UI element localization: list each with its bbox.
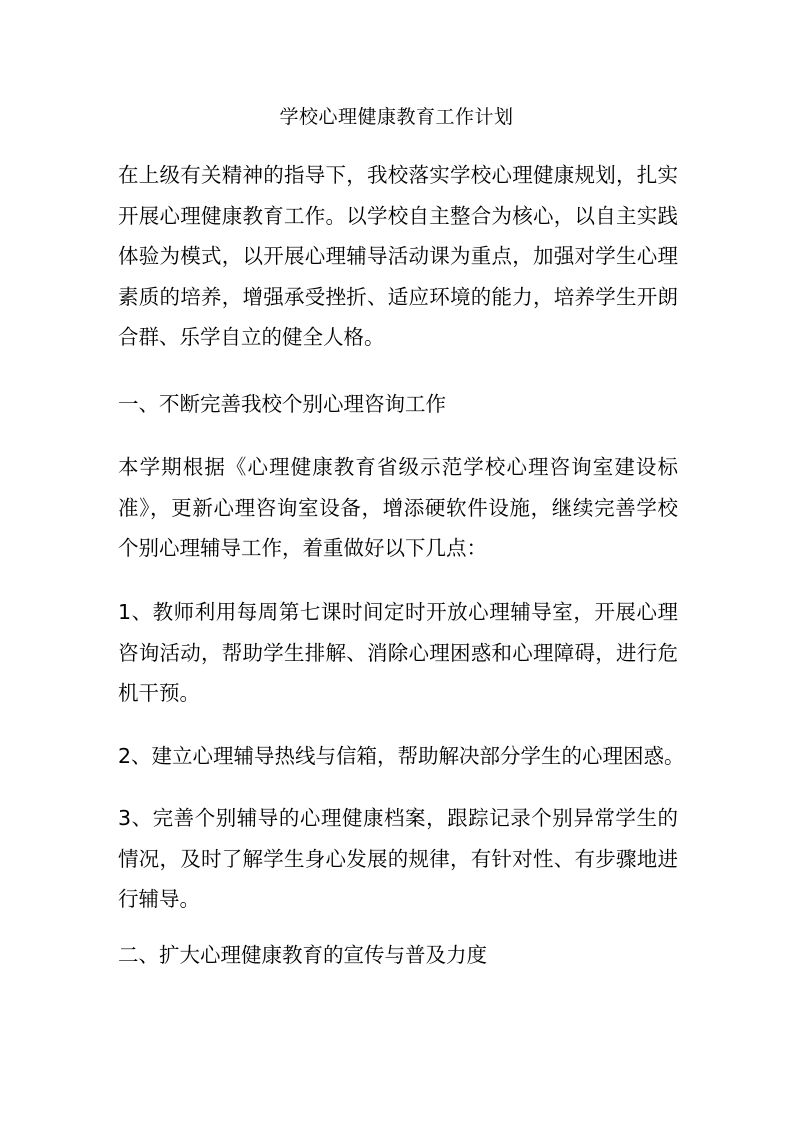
document-title: 学校心理健康教育工作计划	[279, 106, 514, 128]
text-line: 开展心理健康教育工作。以学校自主整合为核心，以自主实践	[118, 203, 678, 228]
text-line: 情况，及时了解学生身心发展的规律，有针对性、有步骤地进	[118, 846, 678, 871]
text-line: 在上级有关精神的指导下，我校落实学校心理健康规划，扎实	[118, 163, 678, 187]
text-line: 2、建立心理辅导热线与信箱，帮助解决部分学生的心理困惑。	[118, 744, 685, 768]
section-2-heading: 二、扩大心理健康教育的宣传与普及力度	[118, 943, 487, 967]
text-line: 合群、乐学自立的健全人格。	[118, 325, 385, 349]
list-item-1	[118, 592, 678, 714]
section-1-intro-paragraph	[118, 447, 678, 569]
text-line: 个别心理辅导工作，着重做好以下几点：	[118, 536, 487, 560]
section-1-heading: 一、不断完善我校个别心理咨询工作	[118, 392, 446, 416]
list-item-2	[118, 736, 685, 777]
text-line: 1、教师利用每周第七课时间定时开放心理辅导室，开展心理	[118, 600, 678, 624]
text-line: 准》，更新心理咨询室设备，增添硬软件设施，继续完善学校	[118, 495, 678, 520]
text-line: 素质的培养，增强承受挫折、适应环境的能力，培养学生开朗	[118, 284, 678, 309]
text-line: 体验为模式，以开展心理辅导活动课为重点，加强对学生心理	[118, 244, 678, 268]
intro-paragraph	[118, 155, 678, 358]
text-line: 咨询活动，帮助学生排解、消除心理困惑和心理障碍，进行危	[118, 640, 678, 665]
text-line: 机干预。	[118, 681, 200, 705]
text-line: 本学期根据《心理健康教育省级示范学校心理咨询室建设标	[118, 455, 678, 479]
text-line: 行辅导。	[118, 887, 200, 911]
text-line: 3、完善个别辅导的心理健康档案，跟踪记录个别异常学生的	[118, 806, 678, 830]
list-item-3	[118, 798, 678, 920]
